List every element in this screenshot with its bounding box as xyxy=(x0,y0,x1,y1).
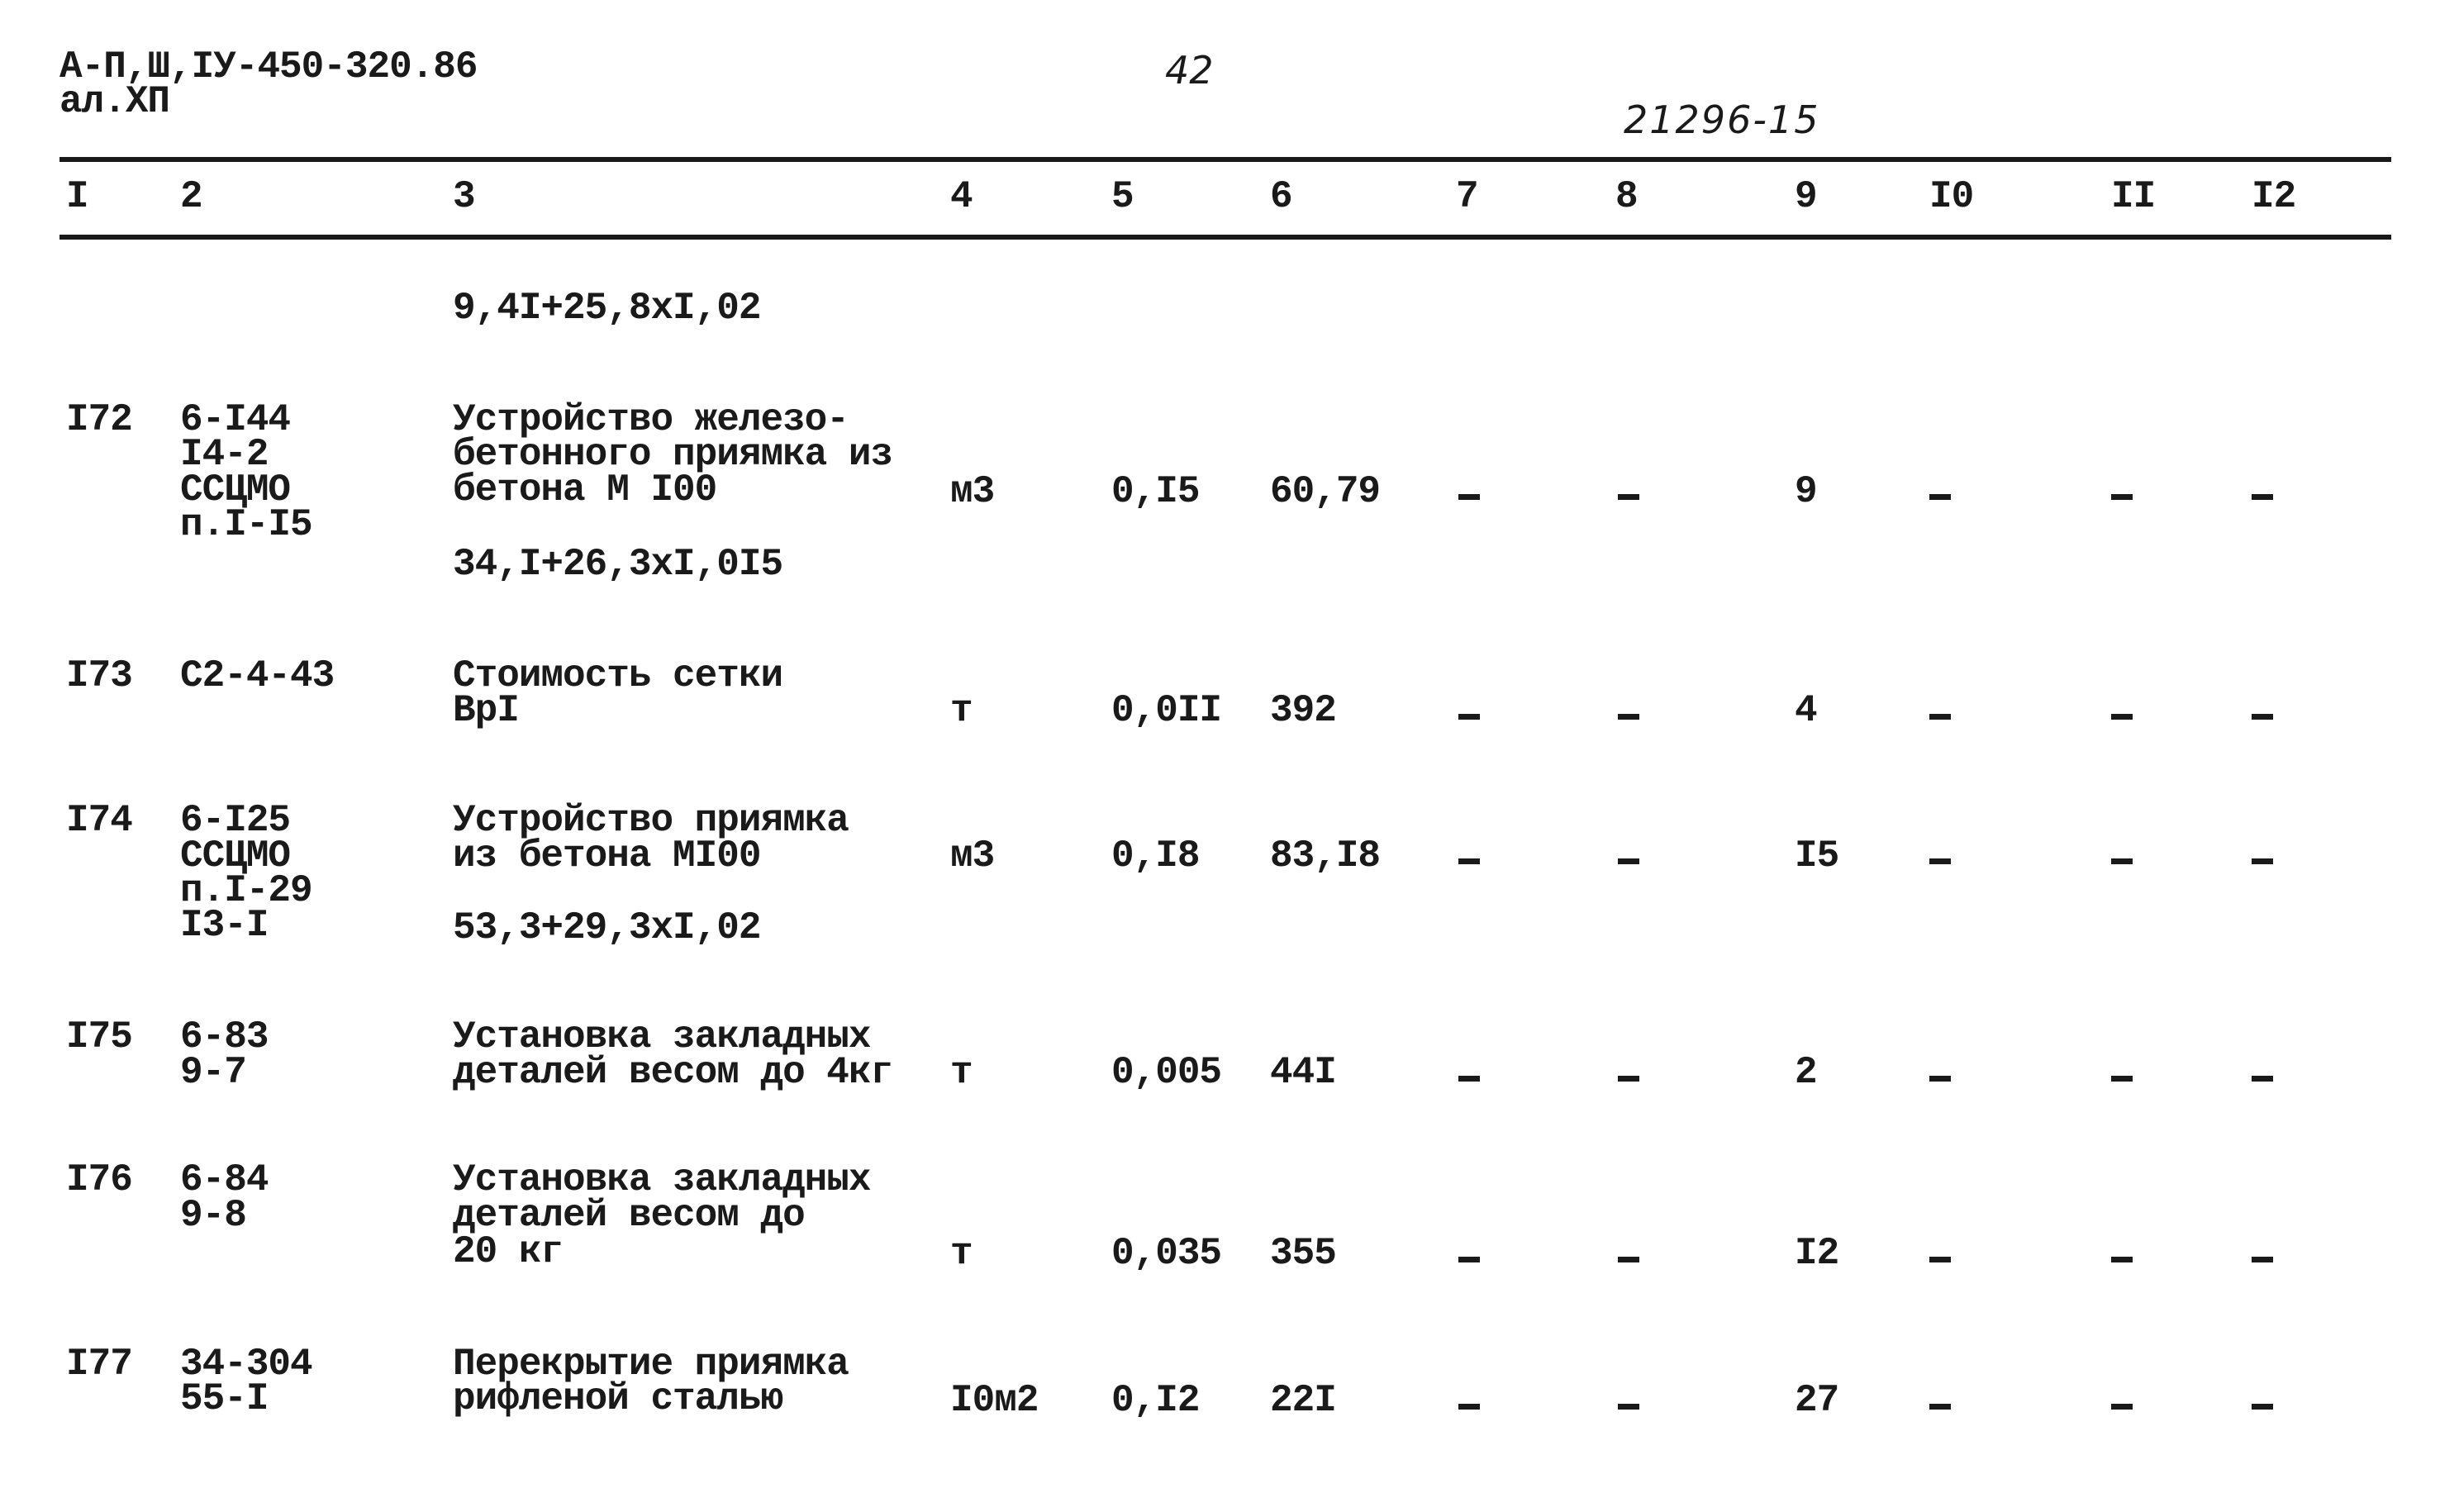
page-number: 42 xyxy=(1165,48,1214,93)
unit-price: 355 xyxy=(1270,1232,1336,1275)
calc-formula: 53,3+29,3xI,02 xyxy=(453,906,761,949)
column-header: I xyxy=(66,175,88,218)
empty-dash xyxy=(1618,494,1639,500)
empty-dash xyxy=(1458,494,1480,500)
empty-dash xyxy=(1929,1257,1951,1262)
work-name: ВрI xyxy=(453,689,519,732)
empty-dash xyxy=(1929,1404,1951,1410)
unit-price: 83,I8 xyxy=(1270,834,1381,877)
row-number: I75 xyxy=(66,1015,132,1058)
work-name: Устройство железо- xyxy=(453,398,849,441)
row-number: I74 xyxy=(66,799,132,842)
unit-price: 60,79 xyxy=(1270,470,1381,513)
column-header: 6 xyxy=(1270,175,1292,218)
empty-dash xyxy=(1618,1076,1639,1082)
unit: т xyxy=(950,689,973,732)
empty-dash xyxy=(2111,714,2133,720)
unit-price: 22I xyxy=(1270,1379,1336,1422)
norm-code: п.I-29 xyxy=(180,869,312,912)
quantity: 0,005 xyxy=(1111,1051,1222,1094)
empty-dash xyxy=(2252,858,2273,864)
row-number: I77 xyxy=(66,1343,132,1386)
cost-value: I2 xyxy=(1795,1232,1839,1275)
norm-code: 6-84 xyxy=(180,1158,269,1201)
norm-code: 6-I44 xyxy=(180,398,291,441)
row-number: I72 xyxy=(66,398,132,441)
column-header: I2 xyxy=(2252,175,2296,218)
column-header: 7 xyxy=(1456,175,1478,218)
quantity: 0,035 xyxy=(1111,1232,1222,1275)
norm-code: С2-4-43 xyxy=(180,654,335,697)
row-number: I76 xyxy=(66,1158,132,1201)
column-header: 2 xyxy=(180,175,202,218)
document-code: А-П,Ш,IУ-450-320.86 xyxy=(59,45,478,88)
norm-code: ССЦМО xyxy=(180,834,291,877)
empty-dash xyxy=(2111,1404,2133,1410)
column-header: 8 xyxy=(1615,175,1638,218)
column-header: I0 xyxy=(1929,175,1974,218)
table-header-rule xyxy=(59,235,2391,240)
norm-code: 55-I xyxy=(180,1377,269,1420)
unit: м3 xyxy=(950,834,995,877)
quantity: 0,I8 xyxy=(1111,834,1200,877)
norm-code: 9-8 xyxy=(180,1194,246,1237)
column-header: 5 xyxy=(1111,175,1134,218)
empty-dash xyxy=(2111,858,2133,864)
column-header: 3 xyxy=(453,175,475,218)
work-name: Устройство приямка xyxy=(453,799,849,842)
unit: т xyxy=(950,1051,973,1094)
work-name: бетонного приямка из xyxy=(453,433,893,476)
work-name: деталей весом до 4кг xyxy=(453,1051,893,1094)
unit: I0м2 xyxy=(950,1379,1039,1422)
work-name: деталей весом до xyxy=(453,1194,805,1237)
empty-dash xyxy=(1618,858,1639,864)
empty-dash xyxy=(1929,1076,1951,1082)
quantity: 0,0II xyxy=(1111,689,1222,732)
sheet-number: 21296-15 xyxy=(1624,97,1820,142)
cost-value: 2 xyxy=(1795,1051,1817,1094)
cost-value: I5 xyxy=(1795,834,1839,877)
row-number: I73 xyxy=(66,654,132,697)
work-name: 20 кг xyxy=(453,1230,564,1273)
norm-code: ССЦМО xyxy=(180,468,291,511)
norm-code: п.I-I5 xyxy=(180,503,312,546)
cost-value: 4 xyxy=(1795,689,1817,732)
table-top-rule xyxy=(59,157,2391,162)
calc-formula: 34,I+26,3xI,0I5 xyxy=(453,543,783,586)
norm-code: I4-2 xyxy=(180,433,269,476)
work-name: Перекрытие приямка xyxy=(453,1343,849,1386)
unit-price: 392 xyxy=(1270,689,1336,732)
empty-dash xyxy=(1618,1404,1639,1410)
norm-code: 6-I25 xyxy=(180,799,291,842)
empty-dash xyxy=(1929,714,1951,720)
empty-dash xyxy=(2111,1076,2133,1082)
work-name: рифленой сталью xyxy=(453,1377,783,1420)
empty-dash xyxy=(1929,858,1951,864)
norm-code: 6-83 xyxy=(180,1015,269,1058)
empty-dash xyxy=(1458,1404,1480,1410)
norm-code: 9-7 xyxy=(180,1051,246,1094)
empty-dash xyxy=(1458,1076,1480,1082)
empty-dash xyxy=(2111,1257,2133,1262)
empty-dash xyxy=(2252,1404,2273,1410)
empty-dash xyxy=(1458,1257,1480,1262)
album-code: ал.XП xyxy=(59,80,170,123)
work-name: Стоимость сетки xyxy=(453,654,783,697)
cost-value: 9 xyxy=(1795,470,1817,513)
work-name: Установка закладных xyxy=(453,1015,871,1058)
work-name: Установка закладных xyxy=(453,1158,871,1201)
empty-dash xyxy=(2111,494,2133,500)
column-header: 4 xyxy=(950,175,973,218)
empty-dash xyxy=(1458,714,1480,720)
column-header: 9 xyxy=(1795,175,1817,218)
empty-dash xyxy=(2252,494,2273,500)
work-name: из бетона МI00 xyxy=(453,834,761,877)
empty-dash xyxy=(2252,1257,2273,1262)
unit: т xyxy=(950,1232,973,1275)
column-header: II xyxy=(2111,175,2156,218)
quantity: 0,I2 xyxy=(1111,1379,1200,1422)
cost-value: 27 xyxy=(1795,1379,1839,1422)
empty-dash xyxy=(1618,714,1639,720)
norm-code: 34-304 xyxy=(180,1343,312,1386)
empty-dash xyxy=(1929,494,1951,500)
empty-dash xyxy=(2252,1076,2273,1082)
unit: м3 xyxy=(950,470,995,513)
empty-dash xyxy=(1458,858,1480,864)
continuation-formula: 9,4I+25,8xI,02 xyxy=(453,287,761,330)
unit-price: 44I xyxy=(1270,1051,1336,1094)
empty-dash xyxy=(2252,714,2273,720)
empty-dash xyxy=(1618,1257,1639,1262)
quantity: 0,I5 xyxy=(1111,470,1200,513)
norm-code: I3-I xyxy=(180,904,269,947)
work-name: бетона М I00 xyxy=(453,468,717,511)
